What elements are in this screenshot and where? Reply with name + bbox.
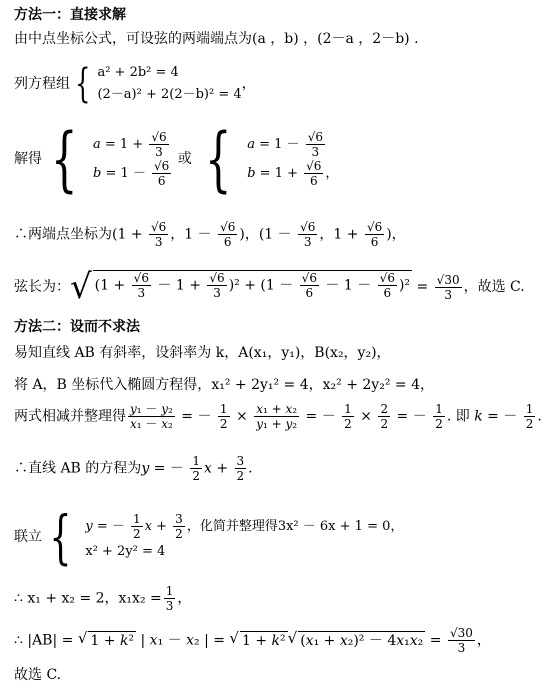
solutions-label: 解得: [14, 151, 42, 167]
combine-mid: ，化简并整理得: [186, 518, 278, 534]
chord-label: 弦长为：: [14, 279, 70, 295]
line-eq-text: ∴直线 AB 的方程为: [14, 460, 142, 477]
eq-1: a² + 2b² = 4: [97, 65, 179, 80]
chord-suffix: ，故选 C.: [463, 279, 525, 295]
substitute-eq: x₁² + 2y₁² = 4，x₂² + 2y₂² = 4，: [211, 377, 434, 393]
method1-title: 方法一：直接求解: [14, 7, 126, 23]
brace-icon: {: [205, 118, 232, 200]
subtract-mid: . 即: [446, 408, 470, 425]
equation-system-1: 列方程组 { a² + 2b² = 4 (2－a)² + 2(2－b)² = 4 ，: [14, 61, 256, 107]
final-answer: 故选 C.: [14, 667, 62, 683]
system-equations: [97, 62, 241, 106]
substitute-text: 将 A，B 坐标代入椭圆方程得，: [14, 377, 212, 393]
brace-icon: {: [49, 503, 72, 571]
or-word: 或: [177, 151, 192, 167]
combine-label: 联立: [14, 529, 42, 545]
solutions: [14, 118, 339, 200]
brace-icon: {: [75, 61, 91, 107]
ab-text: ∴ |AB| =: [14, 632, 74, 649]
endpoints-prefix: ∴两端点坐标为: [14, 226, 112, 243]
vieta-line: ∴ x₁ + x₂ = 2，x₁x₂ = $\frac{1}{3}$ ，: [14, 584, 192, 613]
chord-length-line: 弦长为： √ (1 + $\frac{√6}{3}$ － 1 + $\frac{√6}{3}$ )² + (1 － $\frac{√6}{6}$ － 1 － $\frac{√6}{6}$ )² = $\frac{√30}{3}$ ，故选 C.: [14, 267, 525, 307]
subtract-line: 两式相减并整理得 $\frac{\text{y₁ － y₂}}{\text{x₁ － x₂}}$ = － $\frac{1}{2}$ × $\frac{\text{x₁ + x₂}}{\text{y₁ + y₂}}$ = － $\frac{1}{2}$ × $\frac{2}{2}$ = － $\frac{1}{2}$ . 即 k = － $\frac{1}{2}$ .: [14, 402, 542, 431]
slope-points: A(x₁，y₁)，B(x₂，y₂)，: [238, 345, 391, 361]
combine-eq: 3x² － 6x + 1 = 0，: [277, 518, 404, 534]
chord-sqrt: √ (1 + $\frac{√6}{3}$ － 1 + $\frac{√6}{3}$ )² + (1 － $\frac{√6}{6}$ － 1 － $\frac{√6}{6}$ )²: [70, 267, 411, 307]
system-label: 列方程组: [14, 76, 70, 92]
line-equation: ∴直线 AB 的方程为y = － $\frac{1}{2}$ x + $\frac{3}{2}$ .: [14, 454, 253, 483]
subtract-text: 两式相减并整理得: [14, 408, 126, 425]
endpoints-line: ∴两端点坐标为(1 + $\frac{√6}{3}$ ，1 － $\frac{√6}{6}$ )，(1 － $\frac{√6}{3}$ ，1 + $\frac{√6}{6}$ )，: [14, 220, 406, 249]
solution-2: a = 1 － $\frac{√6}{3}$ b = 1 + $\frac{√6}{6}$ ，: [247, 130, 339, 188]
solution-1: a = 1 + $\frac{√6}{3}$ b = 1 － $\frac{√6}{6}$: [93, 130, 170, 188]
slope-line: [14, 344, 391, 362]
eq-2: (2－a)² + 2(2－b)² = 4: [97, 87, 242, 102]
line-midpoint-text: 由中点坐标公式，可设弦的两端端点为: [14, 31, 252, 47]
vieta-text: ∴ x₁ + x₂ = 2，x₁x₂ =: [14, 590, 162, 607]
method2-title: 方法二：设而不求法: [14, 319, 140, 335]
line-midpoint: [14, 30, 419, 48]
brace-icon: {: [50, 118, 78, 200]
combine-system: y = － $\frac{1}{2}$ x + $\frac{3}{2}$ ，化简并整理得3x² － 6x + 1 = 0， x² + 2y² = 4: [85, 512, 403, 563]
combine-line: [14, 503, 404, 571]
endpoint-coords: (a ，b) ，(2－a ，2－b) .: [252, 31, 419, 47]
substitute-line: [14, 376, 434, 394]
slope-text: 易知直线 AB 有斜率，设斜率为 k，: [14, 345, 239, 361]
ab-length-line: ∴ |AB| = √ 1 + k² | x₁ － x₂ | = √ 1 + k² √ (x₁ + x₂)² － 4x₁x₂ = $\frac{√30}{3}$ ，: [14, 626, 491, 655]
combine-eq2: x² + 2y² = 4: [85, 543, 166, 559]
